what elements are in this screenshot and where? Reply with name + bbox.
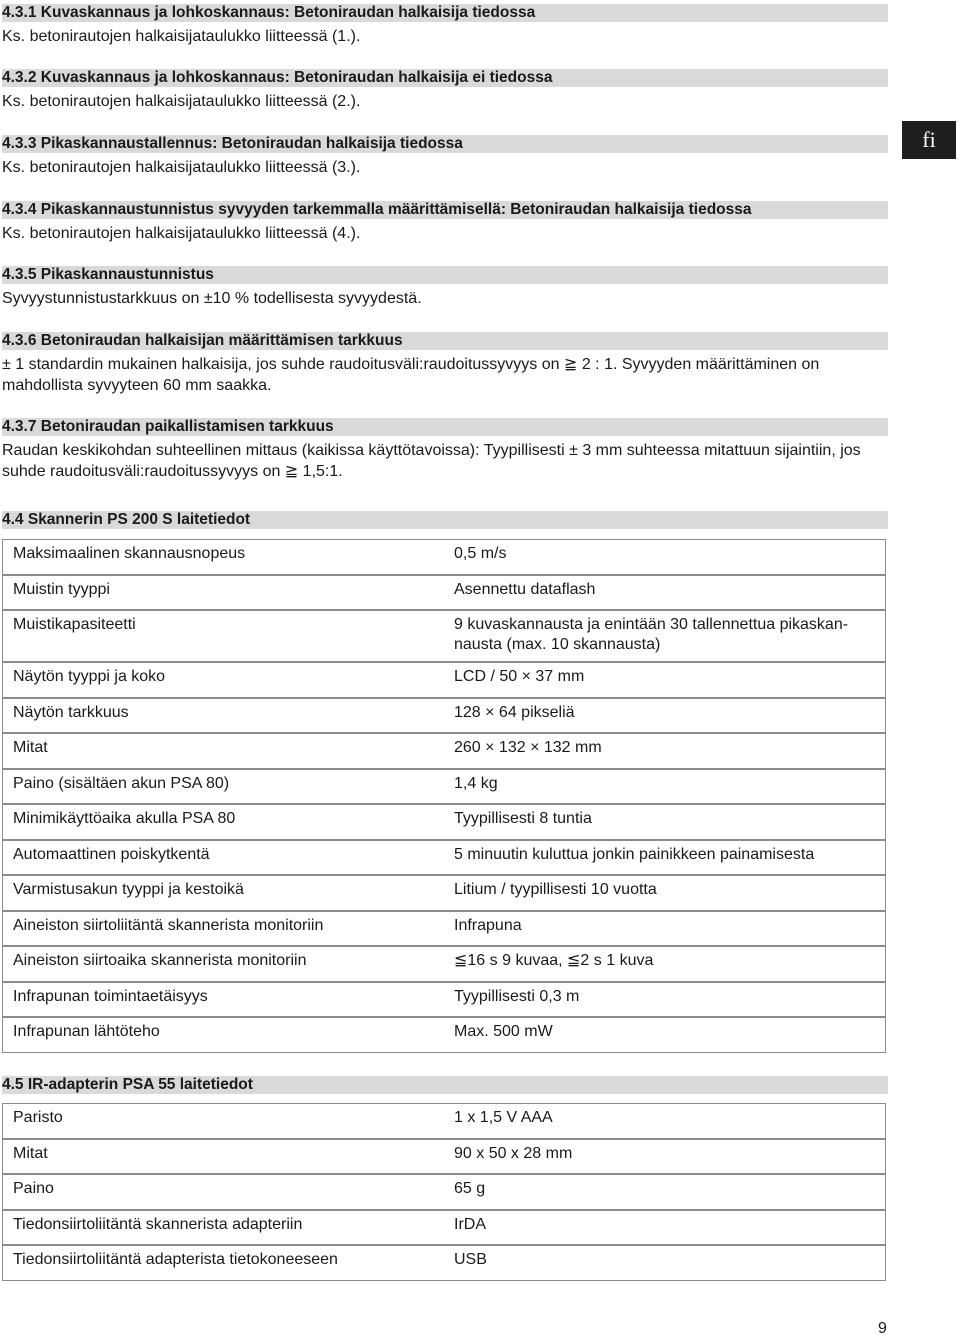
page-number: 9 [878,1320,887,1337]
spec-label: Näytön tyyppi ja koko [2,662,432,698]
table-row [2,575,886,611]
table-row [2,804,886,840]
section-heading: 4.3.1 Kuvaskannaus ja lohkoskannaus: Betoniraudan halkaisija tiedossa [2,4,888,22]
column-gap [432,840,444,876]
table-row [2,1245,886,1281]
spec-value: 1,4 kg [444,769,886,805]
adapter-spec-table [2,1103,886,1281]
column-gap [432,875,444,911]
spec-value: Litium / tyypillisesti 10 vuotta [444,875,886,911]
spec-label: Muistin tyyppi [2,575,432,611]
table-row [2,840,886,876]
section-heading: 4.3.2 Kuvaskannaus ja lohkoskannaus: Betoniraudan halkaisija ei tiedossa [2,69,888,87]
scanner-spec-table [2,539,886,1053]
spec-label: Aineiston siirtoaika skannerista monitoriin [2,946,432,982]
section-4-4 [2,511,888,529]
section-heading: 4.3.7 Betoniraudan paikallistamisen tarkkuus [2,418,888,436]
table-row [2,1103,886,1139]
table-row [2,662,886,698]
spec-value: 0,5 m/s [444,539,886,575]
column-gap [432,1210,444,1246]
spec-value: 5 minuutin kuluttua jonkin painikkeen painamisesta [444,840,886,876]
column-gap [432,804,444,840]
column-gap [432,575,444,611]
section-heading: 4.4 Skannerin PS 200 S laitetiedot [2,511,888,529]
section-heading: 4.3.3 Pikaskannaustallennus: Betoniraudan halkaisija tiedossa [2,135,888,153]
table-row [2,733,886,769]
spec-label: Infrapunan toimintaetäisyys [2,982,432,1018]
spec-value: 260 × 132 × 132 mm [444,733,886,769]
spec-value: 128 × 64 pikseliä [444,698,886,734]
column-gap [432,662,444,698]
spec-label: Muistikapasiteetti [2,610,432,662]
column-gap [432,911,444,947]
section-text: ± 1 standardin mukainen halkaisija, jos suhde raudoitusväli:raudoitussyvyys on ≧ 2 : 1. Syvyyden määrittäminen on mahdollista syvyyteen 60 mm saakka. [2,356,820,394]
spec-label: Aineiston siirtoliitäntä skannerista monitoriin [2,911,432,947]
spec-label: Tiedonsiirtoliitäntä skannerista adapteriin [2,1210,432,1246]
table-row [2,698,886,734]
spec-value: ≦16 s 9 kuvaa, ≦2 s 1 kuva [444,946,886,982]
spec-value: 9 kuvaskannausta ja enintään 30 tallennettua pikaskan-nausta (max. 10 skannausta) [444,610,886,662]
section-4-3-7 [2,418,888,482]
spec-value: Infrapuna [444,911,886,947]
spec-value: Tyypillisesti 8 tuntia [444,804,886,840]
section-heading: 4.3.6 Betoniraudan halkaisijan määrittämisen tarkkuus [2,332,888,350]
spec-label: Maksimaalinen skannausnopeus [2,539,432,575]
spec-label: Minimikäyttöaika akulla PSA 80 [2,804,432,840]
spec-label: Mitat [2,1139,432,1175]
section-4-3-5 [2,266,888,309]
column-gap [432,1139,444,1175]
table-row [2,1017,886,1053]
table-row [2,539,886,575]
spec-value: 1 x 1,5 V AAA [444,1103,886,1139]
column-gap [432,1103,444,1139]
section-4-5 [2,1076,888,1094]
section-4-3-3 [2,135,888,178]
spec-label: Varmistusakun tyyppi ja kestoikä [2,875,432,911]
table-row [2,610,886,662]
spec-label: Näytön tarkkuus [2,698,432,734]
column-gap [432,698,444,734]
column-gap [432,1245,444,1281]
spec-label: Paino (sisältäen akun PSA 80) [2,769,432,805]
column-gap [432,1174,444,1210]
spec-value: LCD / 50 × 37 mm [444,662,886,698]
table-row [2,769,886,805]
section-text: Ks. betonirautojen halkaisijataulukko liitteessä (4.). [2,225,361,242]
section-text: Ks. betonirautojen halkaisijataulukko liitteessä (2.). [2,93,361,110]
table-row [2,875,886,911]
section-text: Raudan keskikohdan suhteellinen mittaus (kaikissa käyttötavoissa): Tyypillisesti ± 3 mm suhteessa mitattuun sijaintiin, jos suhde raudoitusväli:raudoitussyvyys on ≧ 1,5:1. [2,442,861,480]
section-4-3-1 [2,4,888,47]
spec-value: Tyypillisesti 0,3 m [444,982,886,1018]
language-tab: fi [902,121,956,159]
spec-value: Max. 500 mW [444,1017,886,1053]
spec-label: Infrapunan lähtöteho [2,1017,432,1053]
spec-label: Paristo [2,1103,432,1139]
section-text: Syvyystunnistustarkkuus on ±10 % todellisesta syvyydestä. [2,290,422,307]
spec-value: 65 g [444,1174,886,1210]
column-gap [432,982,444,1018]
section-text: Ks. betonirautojen halkaisijataulukko liitteessä (1.). [2,28,361,45]
section-text: Ks. betonirautojen halkaisijataulukko liitteessä (3.). [2,159,361,176]
spec-label: Automaattinen poiskytkentä [2,840,432,876]
spec-value: USB [444,1245,886,1281]
spec-label: Mitat [2,733,432,769]
section-4-3-4 [2,201,888,244]
section-heading: 4.3.5 Pikaskannaustunnistus [2,266,888,284]
table-row [2,982,886,1018]
column-gap [432,769,444,805]
column-gap [432,733,444,769]
table-row [2,911,886,947]
spec-value: IrDA [444,1210,886,1246]
section-4-3-2 [2,69,888,112]
table-row [2,946,886,982]
spec-label: Tiedonsiirtoliitäntä adapterista tietokoneeseen [2,1245,432,1281]
section-heading: 4.3.4 Pikaskannaustunnistus syvyyden tarkemmalla määrittämisellä: Betoniraudan halkaisija tiedossa [2,201,888,219]
table-row [2,1174,886,1210]
column-gap [432,610,444,662]
column-gap [432,946,444,982]
section-4-3-6 [2,332,888,396]
spec-label: Paino [2,1174,432,1210]
column-gap [432,539,444,575]
column-gap [432,1017,444,1053]
spec-value: 90 x 50 x 28 mm [444,1139,886,1175]
table-row [2,1139,886,1175]
section-heading: 4.5 IR-adapterin PSA 55 laitetiedot [2,1076,888,1094]
spec-value: Asennettu dataflash [444,575,886,611]
table-row [2,1210,886,1246]
